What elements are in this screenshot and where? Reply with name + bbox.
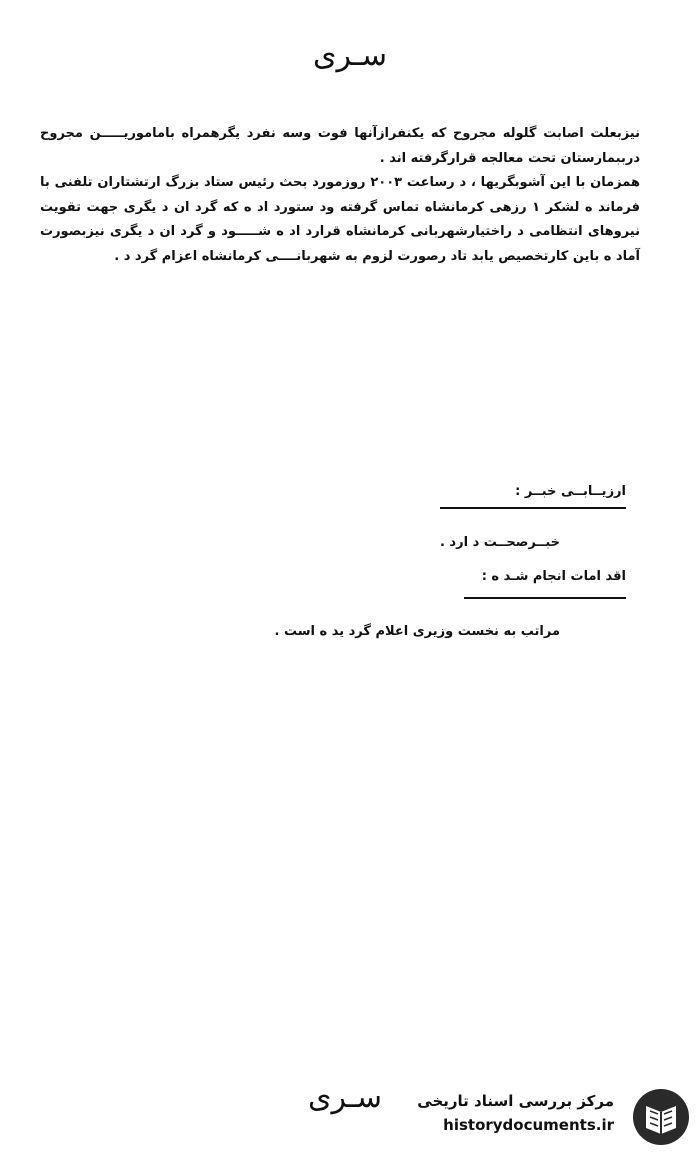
classification-header: سـری	[313, 38, 387, 73]
archive-watermark-title: مرکز بررسی اسناد تاریخی	[417, 1092, 614, 1110]
evaluation-text: خبــرصحــت د ارد .	[439, 535, 560, 550]
archive-emblem-icon	[630, 1086, 692, 1148]
actions-text: مراتب به نخست وزیری اعلام گرد ید ه است .	[274, 624, 560, 639]
archive-watermark	[417, 1086, 692, 1146]
actions-heading: اقد امات انجام شـد ه :	[481, 569, 626, 584]
document-body	[40, 122, 640, 269]
evaluation-heading: ارزیــابــی خبــر :	[515, 484, 626, 499]
paragraph-1: نیزبعلت اصابت گلوله مجروح که یکنفرازآنها فوت وسه نفرد یگرهمراه باماموریـــــن مجروح درببمارستان تحت معالجه قرارگرفته اند .	[40, 126, 640, 166]
paragraph-2: همزمان با این آشوبگریها ، د رساعت ۲۰۰۳ روزمورد بحث رئیس ستاد بزرگ ارتشتاران تلفنی با فرماند ه لشکر ۱ رزهی کرمانشاه تماس گرفته ود ستورد اد ه که گرد ان د یگری جهت تقویت نیروهای انتظامی د راختیارشهربانی کرمانشاه قرارد اد ه شـــــود و گرد ان د یگری نیزبصورت آماد ه باین کارتخصیص یابد تاد رصورت لزوم به شهربانــــی کرمانشاه اعزام گرد د .	[40, 175, 641, 264]
classification-footer: سـری	[308, 1080, 382, 1115]
evaluation-heading-underline	[440, 507, 626, 509]
actions-heading-underline	[464, 597, 626, 599]
archive-watermark-url: historydocuments.ir	[443, 1116, 614, 1134]
